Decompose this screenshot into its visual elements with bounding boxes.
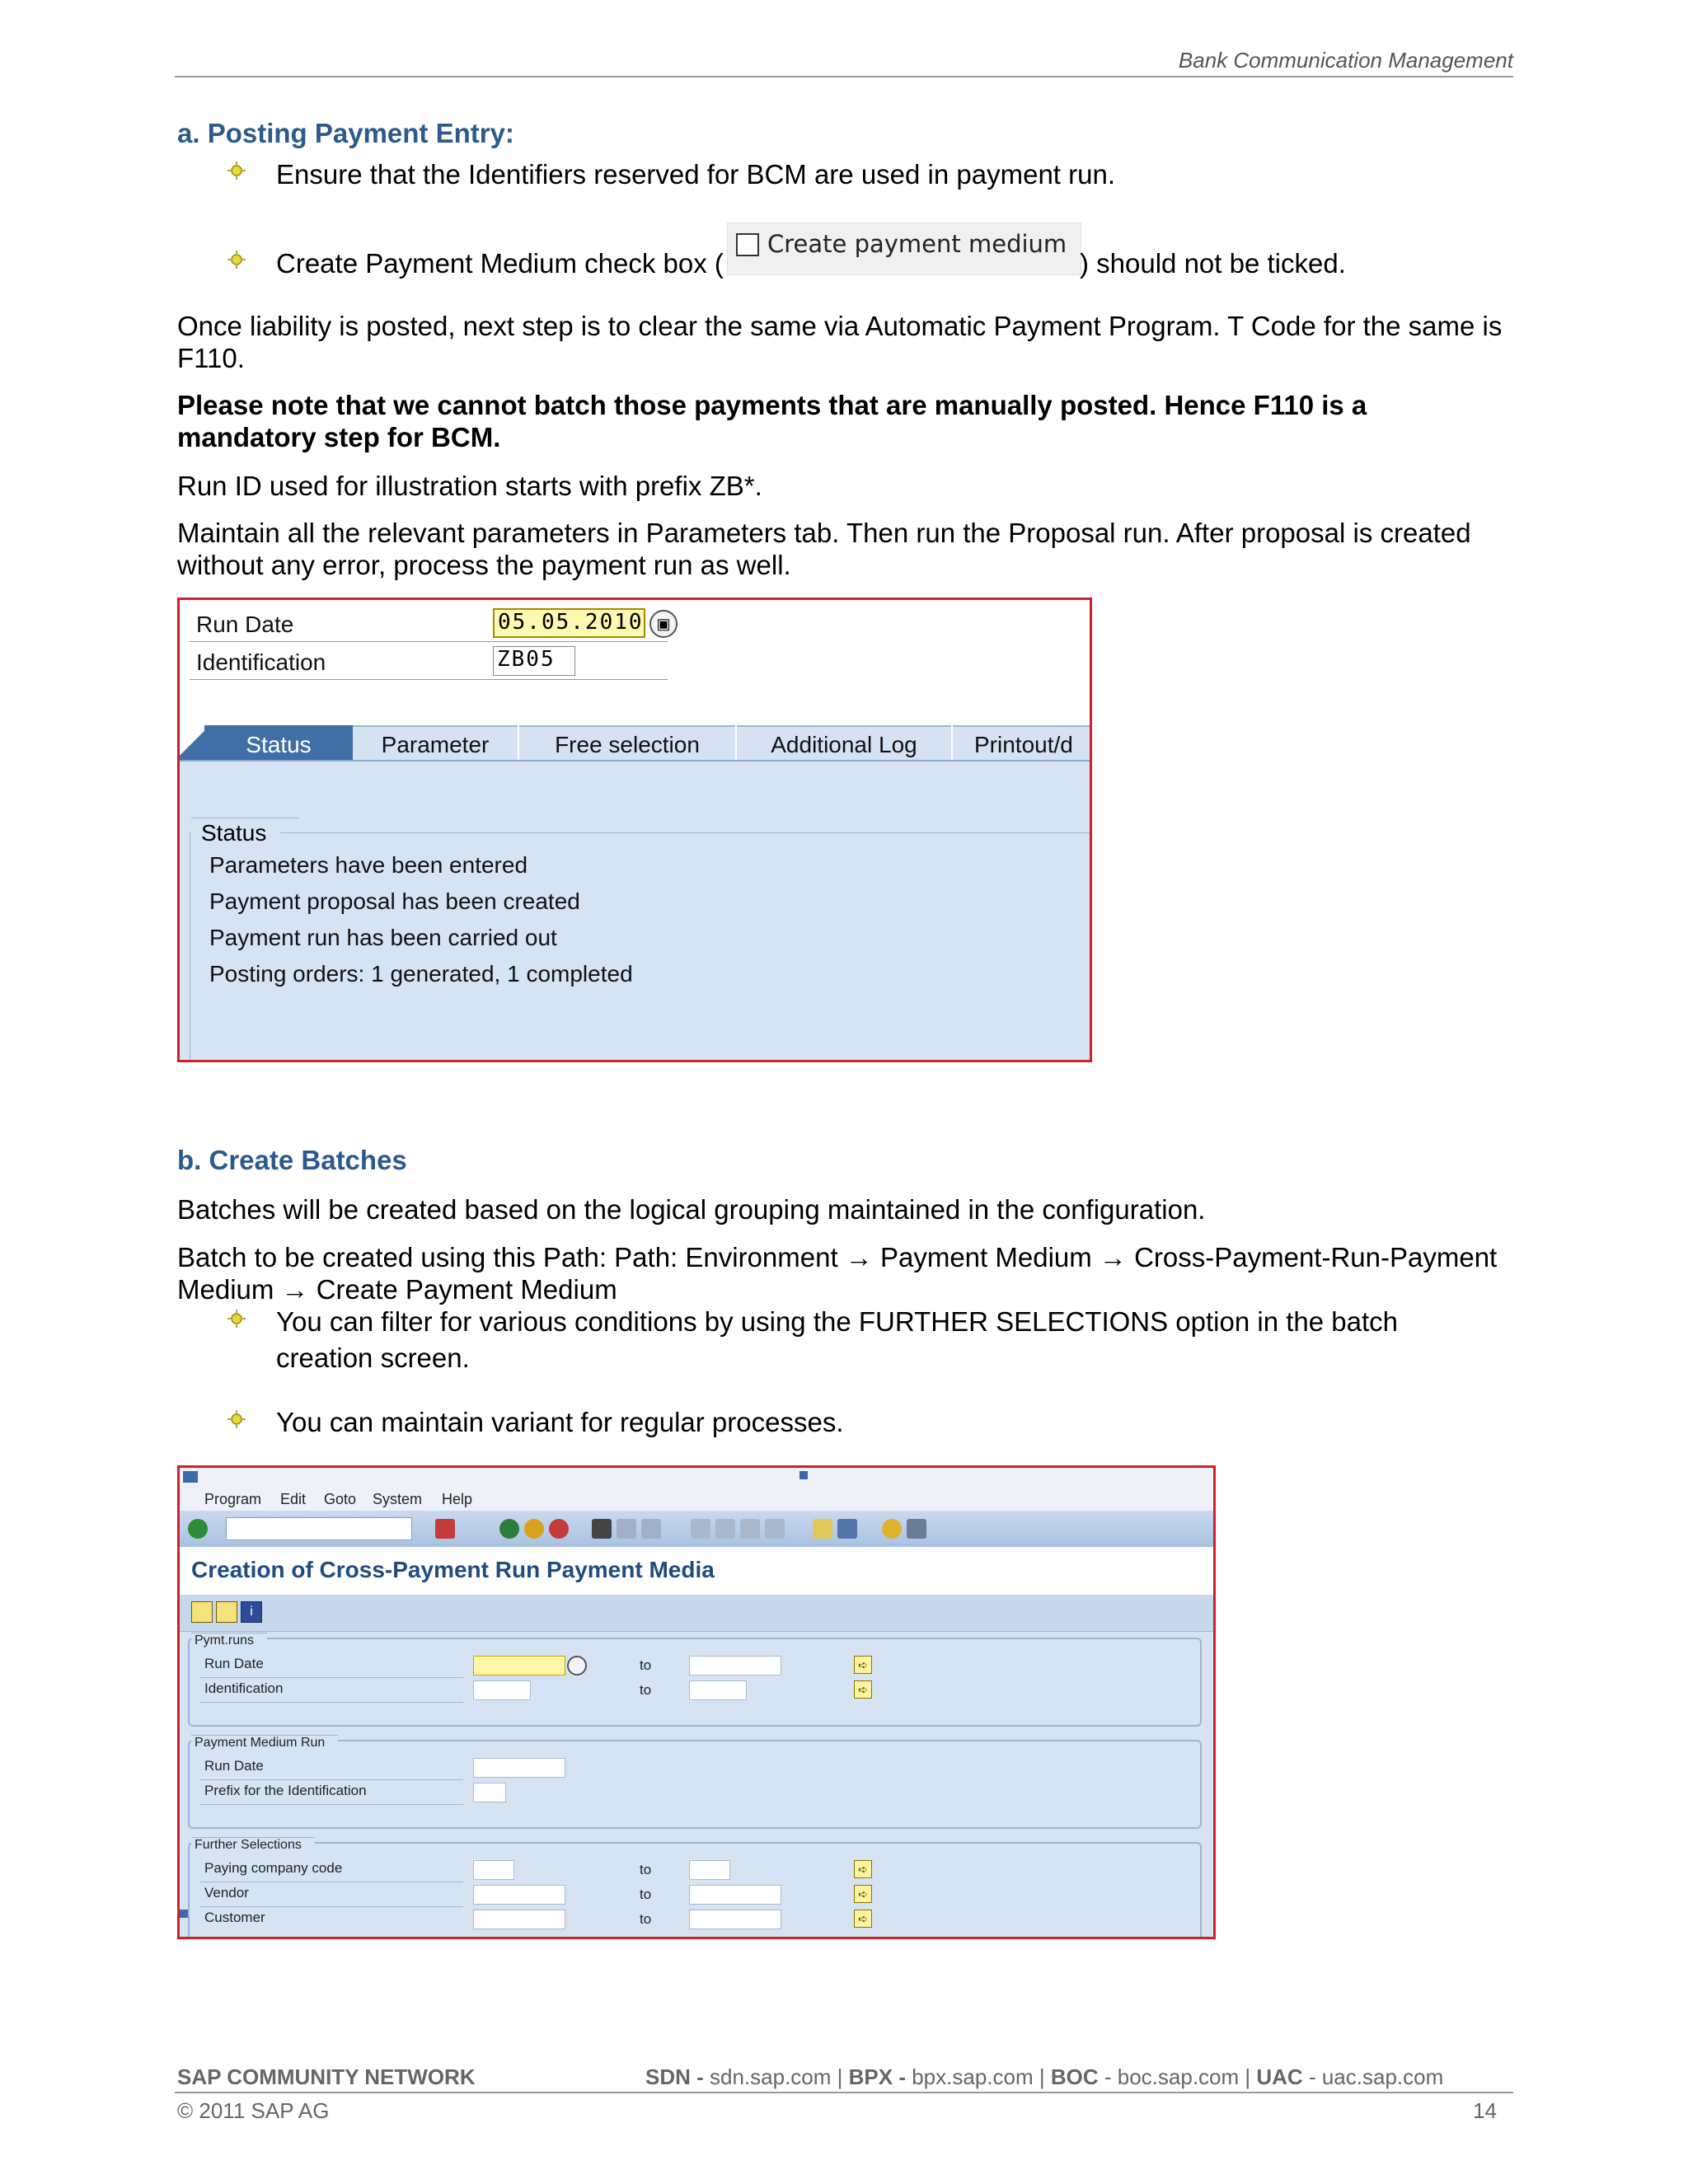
command-field[interactable] [226, 1517, 412, 1540]
resize-handle-icon [799, 1471, 808, 1479]
section-a-heading: a. Posting Payment Entry: [177, 118, 514, 148]
customer-to-input[interactable] [689, 1910, 781, 1929]
bpx-label: BPX - [848, 2064, 906, 2089]
execute-icon[interactable] [191, 1601, 213, 1623]
footer-network: SAP COMMUNITY NETWORK [177, 2064, 476, 2089]
create-payment-medium-checkbox-image [727, 223, 1081, 275]
row-divider [190, 679, 668, 680]
pymt-runs-group-title: Pymt.runs [191, 1633, 267, 1648]
get-variant-icon[interactable] [216, 1601, 237, 1623]
identification-to-input[interactable] [689, 1680, 747, 1700]
vendor-to-input[interactable] [689, 1885, 781, 1905]
bullet-icon [227, 1409, 246, 1429]
sap-window-icon [183, 1471, 198, 1483]
previous-page-icon[interactable] [715, 1519, 735, 1539]
payment-medium-run-date-input[interactable] [473, 1758, 565, 1778]
exit-icon[interactable] [524, 1519, 544, 1539]
help-icon[interactable] [882, 1519, 902, 1539]
row-divider [199, 1906, 463, 1907]
back-icon[interactable] [499, 1519, 519, 1539]
bullet-text: Ensure that the Identifiers reserved for BCM are used in payment run. [276, 159, 1116, 190]
customer-from-input[interactable] [473, 1910, 565, 1929]
checkbox-label: Create payment medium [767, 230, 1067, 258]
tab-additional-log[interactable]: Additional Log [737, 725, 951, 760]
uac-link[interactable]: uac.sap.com [1321, 2064, 1444, 2089]
paying-company-code-from-input[interactable] [473, 1860, 514, 1880]
multiple-selection-button[interactable]: ➪ [854, 1910, 872, 1928]
row-divider [199, 1702, 463, 1703]
shortcut-icon[interactable] [837, 1519, 857, 1539]
status-tab-panel [180, 760, 1092, 1062]
multiple-selection-button[interactable]: ➪ [854, 1656, 872, 1674]
identification-label: Identification [204, 1680, 284, 1696]
bullet-text: You can filter for various conditions by using the FURTHER SELECTIONS option in the batch creation screen. [276, 1306, 1399, 1373]
paragraph: Once liability is posted, next step is to clear the same via Automatic Payment Program. T Code for the same is F110. [177, 311, 1503, 373]
row-divider [190, 641, 668, 642]
boc-link[interactable]: boc.sap.com [1117, 2064, 1240, 2089]
customer-label: Customer [204, 1910, 265, 1925]
page-number: 14 [1473, 2098, 1497, 2123]
identification-field[interactable]: ZB05 [493, 646, 575, 676]
bpx-link[interactable]: bpx.sap.com [912, 2064, 1034, 2089]
vendor-label: Vendor [204, 1885, 249, 1900]
identification-from-input[interactable] [473, 1680, 531, 1700]
paying-company-code-label: Paying company code [204, 1860, 343, 1876]
scroll-marker-icon [180, 1910, 188, 1918]
tab-free-selection[interactable]: Free selection [519, 725, 735, 760]
further-selections-group-title: Further Selections [191, 1837, 315, 1853]
row-divider [199, 1779, 463, 1780]
bullet-icon [227, 250, 246, 269]
menu-program[interactable]: Program [204, 1491, 262, 1507]
to-label: to [640, 1911, 652, 1927]
run-date-to-input[interactable] [689, 1656, 781, 1675]
tab-corner [180, 725, 204, 760]
sdn-link[interactable]: sdn.sap.com [710, 2064, 832, 2089]
path-paragraph: Batch to be created using this Path: Path: Environment → Payment Medium → Cross-Payment-Run-Payment Medium → Create Payment Medium [177, 1242, 1498, 1305]
tab-printout[interactable]: Printout/d [953, 725, 1092, 760]
bullet-icon [227, 1309, 246, 1329]
status-line: Parameters have been entered [209, 852, 528, 878]
first-page-icon[interactable] [691, 1519, 710, 1539]
vendor-from-input[interactable] [473, 1885, 565, 1905]
cancel-icon[interactable] [549, 1519, 569, 1539]
layout-menu-icon[interactable] [907, 1519, 926, 1539]
create-payment-media-screenshot [177, 1465, 1216, 1939]
to-label: to [640, 1886, 652, 1902]
bullet-text: You can maintain variant for regular processes. [276, 1407, 844, 1437]
status-group-title: Status [191, 818, 299, 848]
payment-run-screenshot [177, 598, 1092, 1062]
save-icon[interactable] [435, 1519, 455, 1539]
menu-help[interactable]: Help [442, 1491, 473, 1507]
bullet-text-before: Create Payment Medium check box ( [276, 248, 724, 279]
run-date-from-input[interactable] [473, 1656, 565, 1675]
menu-goto[interactable]: Goto [324, 1491, 357, 1507]
status-line: Payment run has been carried out [209, 925, 557, 950]
footer-copyright: © 2011 SAP AG [177, 2098, 330, 2123]
sdn-label: SDN - [645, 2064, 704, 2089]
bullet-icon [227, 161, 246, 180]
tab-parameter[interactable]: Parameter [353, 725, 518, 760]
screen-title: Creation of Cross-Payment Run Payment Media [191, 1557, 715, 1582]
to-label: to [640, 1657, 652, 1673]
tab-status[interactable]: Status [204, 725, 353, 760]
calendar-icon[interactable]: ▣ [649, 610, 678, 638]
application-toolbar [180, 1595, 1213, 1632]
run-date-label: Run Date [204, 1758, 264, 1774]
payment-medium-run-group-title: Payment Medium Run [191, 1735, 338, 1750]
identification-label: Identification [196, 649, 326, 675]
row-divider [199, 1677, 463, 1678]
last-page-icon[interactable] [765, 1519, 785, 1539]
info-icon[interactable]: i [241, 1601, 262, 1623]
paragraph: Run ID used for illustration starts with prefix ZB*. [177, 471, 762, 501]
paragraph: Maintain all the relevant parameters in Parameters tab. Then run the Proposal run. After proposal is created without any error, process the payment run as well. [177, 518, 1471, 580]
footer-divider [175, 2092, 1513, 2093]
to-label: to [640, 1862, 652, 1877]
next-page-icon[interactable] [740, 1519, 760, 1539]
paragraph: Batches will be created based on the logical grouping maintained in the configuration. [177, 1194, 1206, 1225]
boc-label: BOC [1050, 2064, 1099, 2089]
status-line: Posting orders: 1 generated, 1 completed [209, 961, 633, 987]
enter-icon[interactable] [188, 1519, 208, 1539]
row-divider [199, 1804, 463, 1805]
to-label: to [640, 1682, 652, 1698]
header-divider [175, 76, 1513, 77]
find-icon[interactable] [617, 1519, 636, 1539]
section-b-heading: b. Create Batches [177, 1145, 407, 1175]
calendar-icon[interactable] [567, 1656, 587, 1675]
status-line: Payment proposal has been created [209, 888, 580, 914]
prefix-identification-input[interactable] [473, 1783, 506, 1802]
document-header-title: Bank Communication Management [1178, 48, 1513, 73]
footer-links: SDN - sdn.sap.com | BPX - bpx.sap.com | BOC - boc.sap.com | UAC - uac.sap.com [645, 2064, 1444, 2089]
run-date-field[interactable]: 05.05.2010 [493, 608, 645, 638]
find-next-icon[interactable] [641, 1519, 661, 1539]
multiple-selection-button[interactable]: ➪ [854, 1860, 872, 1878]
new-session-icon[interactable] [813, 1519, 832, 1539]
run-date-label: Run Date [196, 612, 294, 637]
multiple-selection-button[interactable]: ➪ [854, 1680, 872, 1699]
note-paragraph: Please note that we cannot batch those payments that are manually posted. Hence F110 is a mandatory step for BCM. [177, 390, 1367, 452]
uac-label: UAC [1256, 2064, 1303, 2089]
bullet-text-after: ) should not be ticked. [1080, 248, 1346, 279]
prefix-identification-label: Prefix for the Identification [204, 1783, 367, 1798]
paying-company-code-to-input[interactable] [689, 1860, 730, 1880]
multiple-selection-button[interactable]: ➪ [854, 1885, 872, 1903]
menu-edit[interactable]: Edit [280, 1491, 307, 1507]
menu-system[interactable]: System [373, 1491, 423, 1507]
print-icon[interactable] [592, 1519, 612, 1539]
checkbox [736, 233, 759, 256]
run-date-label: Run Date [204, 1656, 264, 1671]
